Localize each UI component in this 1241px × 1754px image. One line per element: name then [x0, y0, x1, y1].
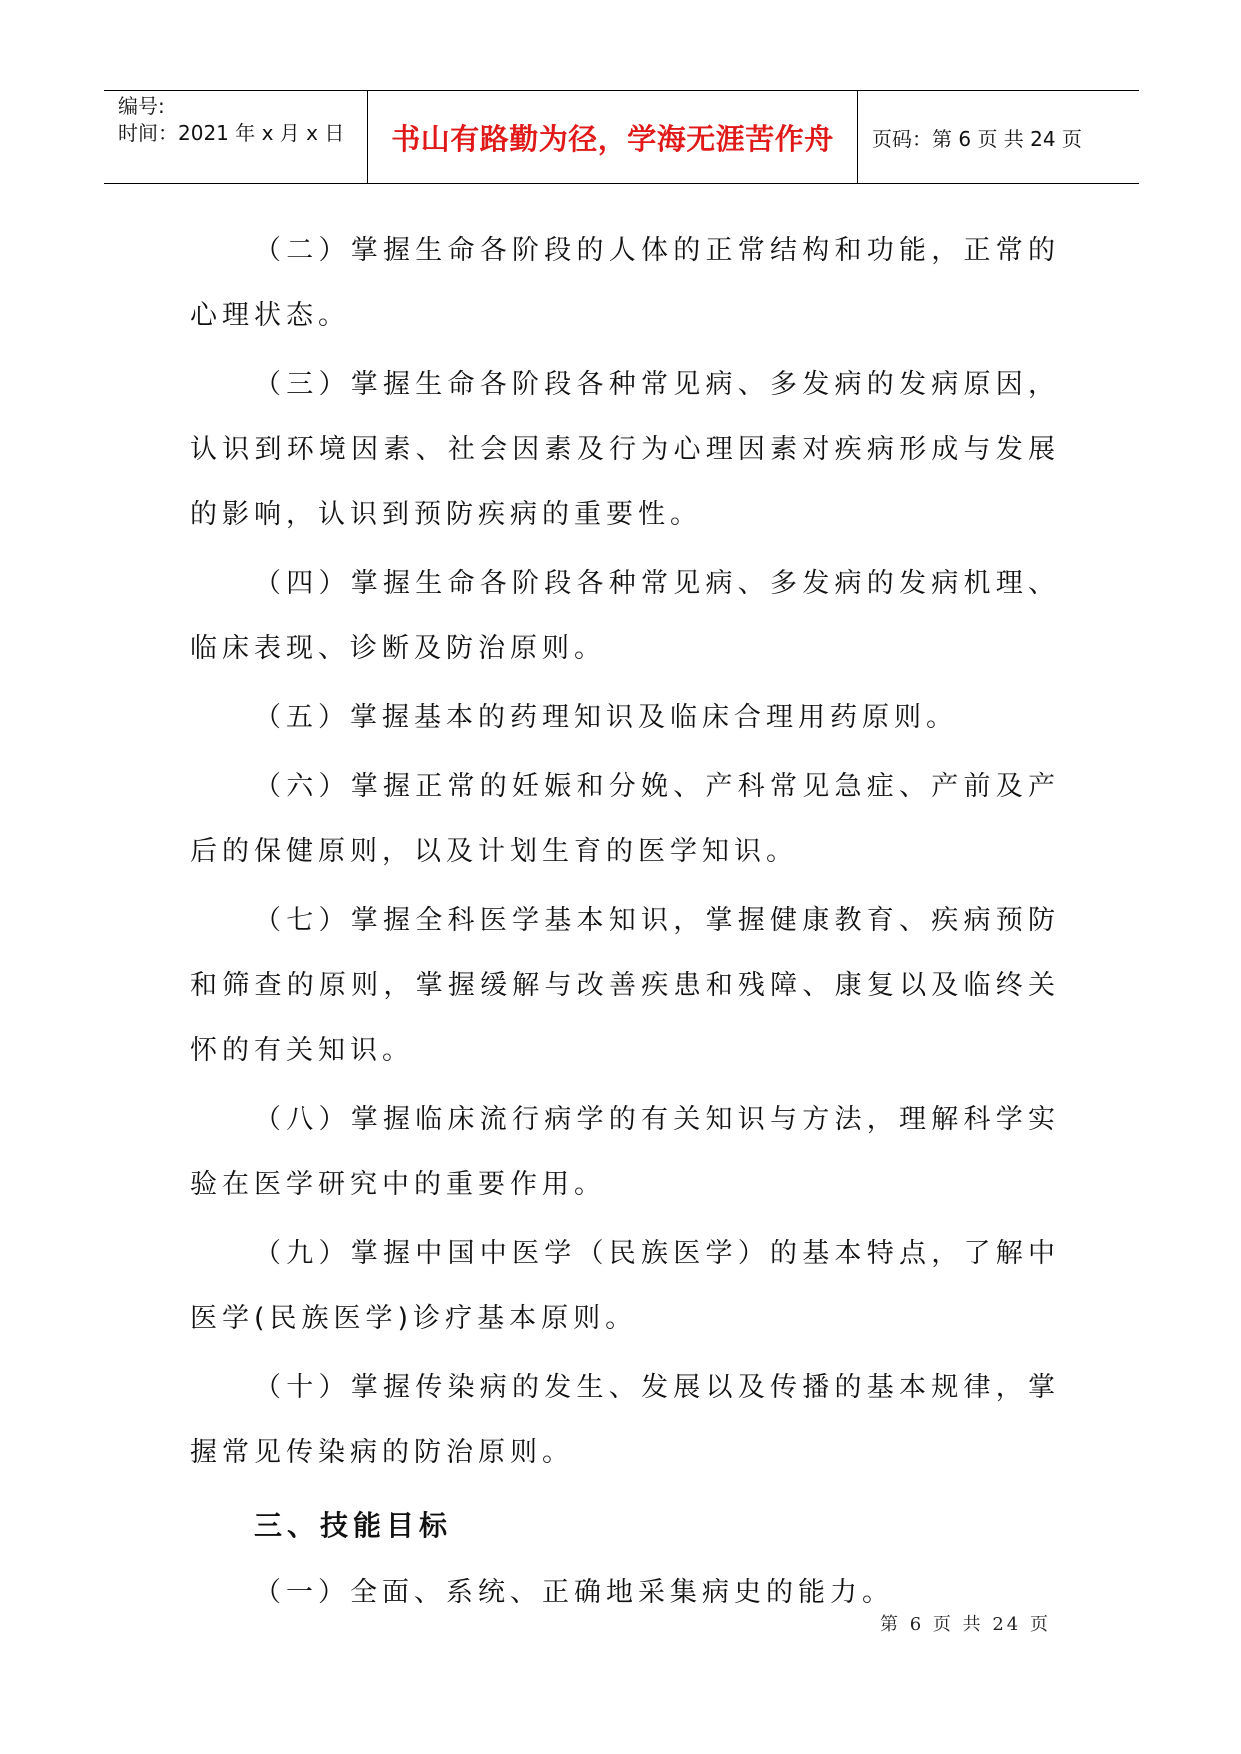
- header-motto-cell: [368, 91, 858, 183]
- header-page-label: 页码：第 6 页 共 24 页: [872, 126, 1082, 151]
- document-body: [190, 218, 1060, 1623]
- paragraph: （一）全面、系统、正确地采集病史的能力。: [254, 1577, 894, 1608]
- page-header: [104, 90, 1139, 184]
- paragraph: （十）掌握传染病的发生、发展以及传播的基本规律，掌握常见传染病的防治原则。: [190, 1372, 1060, 1468]
- header-meta-cell: [104, 91, 368, 183]
- document-number-label: 编号:: [118, 94, 165, 118]
- page-footer: 第 6 页 共 24 页: [880, 1614, 1051, 1635]
- section-heading: 三、技能目标: [254, 1509, 453, 1542]
- paragraph: （九）掌握中国中医学（民族医学）的基本特点，了解中医学(民族医学)诊疗基本原则。: [190, 1238, 1060, 1334]
- header-page-cell: [858, 91, 1139, 183]
- paragraph: （八）掌握临床流行病学的有关知识与方法，理解科学实验在医学研究中的重要作用。: [190, 1104, 1060, 1200]
- header-motto: 书山有路勤为径，学海无涯苦作舟: [391, 121, 834, 156]
- paragraph: （六）掌握正常的妊娠和分娩、产科常见急症、产前及产后的保健原则，以及计划生育的医学知识。: [190, 771, 1060, 867]
- paragraph: （四）掌握生命各阶段各种常见病、多发病的发病机理、临床表现、诊断及防治原则。: [190, 568, 1060, 664]
- paragraph: （二）掌握生命各阶段的人体的正常结构和功能，正常的心理状态。: [190, 235, 1060, 331]
- paragraph: （五）掌握基本的药理知识及临床合理用药原则。: [254, 702, 958, 733]
- paragraph: （三）掌握生命各阶段各种常见病、多发病的发病原因，认识到环境因素、社会因素及行为心理因素对疾病形成与发展的影响，认识到预防疾病的重要性。: [190, 369, 1060, 530]
- document-time-label: 时间：2021 年 x 月 x 日: [118, 121, 345, 145]
- paragraph: （七）掌握全科医学基本知识，掌握健康教育、疾病预防和筛查的原则，掌握缓解与改善疾患和残障、康复以及临终关怀的有关知识。: [190, 905, 1060, 1066]
